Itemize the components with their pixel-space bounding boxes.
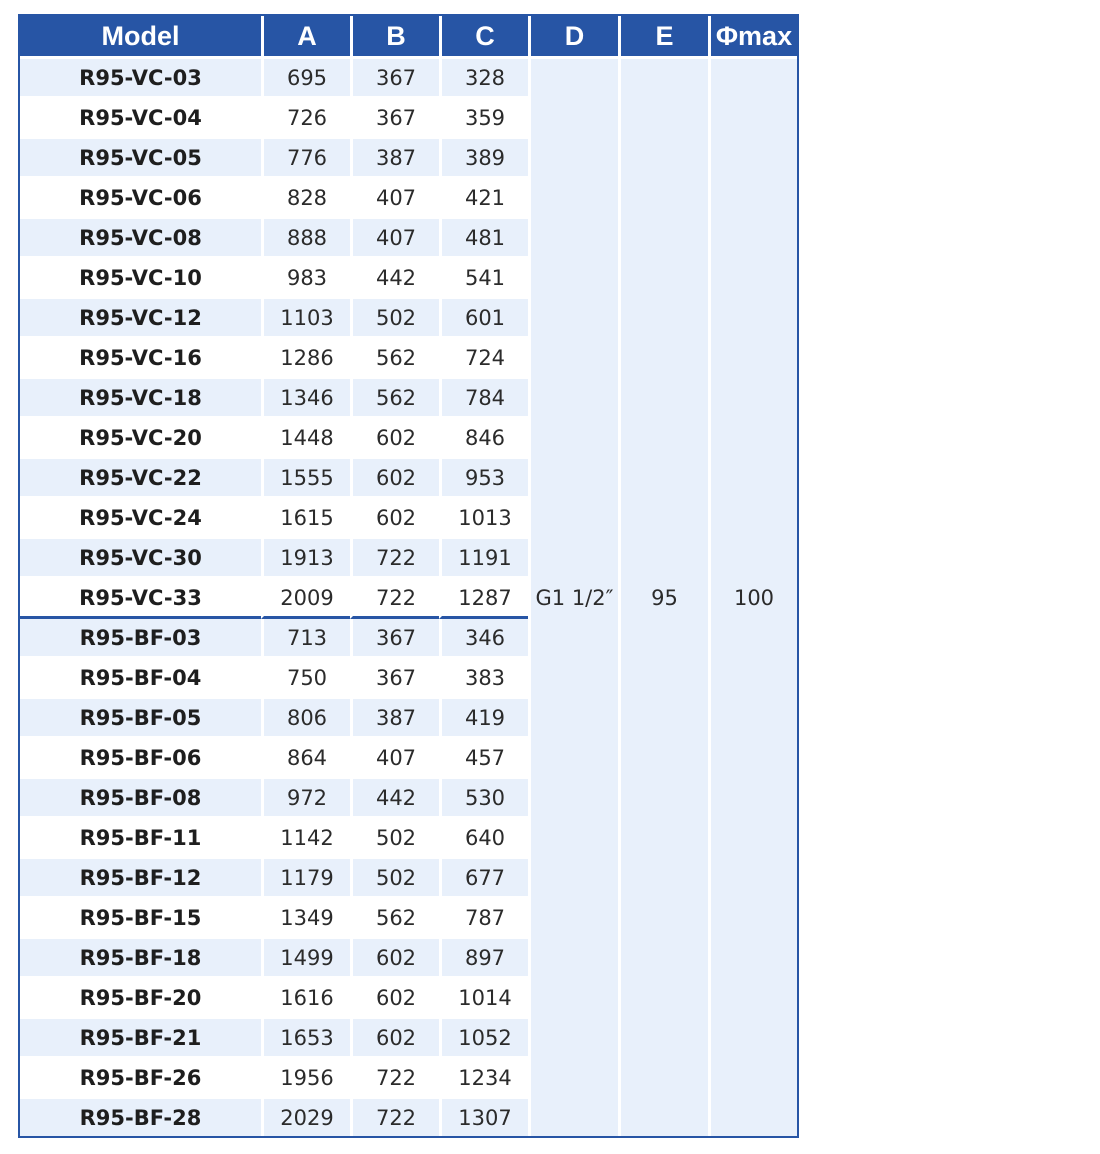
cell-b: 387	[350, 696, 439, 736]
header-d: D	[528, 16, 618, 56]
header-phimax: Φmax	[708, 16, 797, 56]
cell-b: 502	[350, 856, 439, 896]
cell-a: 2009	[261, 576, 350, 619]
cell-a: 1349	[261, 896, 350, 936]
table-row	[20, 56, 797, 96]
cell-c: 1287	[439, 576, 528, 619]
cell-a: 828	[261, 176, 350, 216]
cell-model: R95-BF-06	[20, 736, 261, 776]
cell-model: R95-BF-05	[20, 696, 261, 736]
cell-b: 407	[350, 216, 439, 256]
cell-c: 1013	[439, 496, 528, 536]
cell-a: 695	[261, 56, 350, 96]
cell-model: R95-BF-26	[20, 1056, 261, 1096]
cell-a: 713	[261, 619, 350, 656]
cell-b: 407	[350, 736, 439, 776]
cell-b: 562	[350, 336, 439, 376]
cell-model: R95-VC-33	[20, 576, 261, 619]
cell-b: 562	[350, 376, 439, 416]
cell-a: 1142	[261, 816, 350, 856]
cell-c: 601	[439, 296, 528, 336]
cell-c: 846	[439, 416, 528, 456]
cell-b: 387	[350, 136, 439, 176]
table-body	[20, 56, 797, 1136]
cell-a: 1103	[261, 296, 350, 336]
cell-c: 389	[439, 136, 528, 176]
cell-model: R95-VC-22	[20, 456, 261, 496]
cell-model: R95-VC-18	[20, 376, 261, 416]
cell-model: R95-BF-28	[20, 1096, 261, 1136]
cell-e-merged: 95	[618, 56, 708, 1136]
cell-b: 442	[350, 776, 439, 816]
header-b: B	[350, 16, 439, 56]
cell-model: R95-BF-18	[20, 936, 261, 976]
cell-a: 888	[261, 216, 350, 256]
cell-model: R95-VC-20	[20, 416, 261, 456]
cell-c: 383	[439, 656, 528, 696]
cell-model: R95-VC-16	[20, 336, 261, 376]
cell-c: 1014	[439, 976, 528, 1016]
cell-c: 1052	[439, 1016, 528, 1056]
cell-a: 726	[261, 96, 350, 136]
cell-model: R95-BF-08	[20, 776, 261, 816]
cell-a: 1555	[261, 456, 350, 496]
cell-a: 806	[261, 696, 350, 736]
cell-c: 421	[439, 176, 528, 216]
header-model: Model	[20, 16, 261, 56]
cell-c: 784	[439, 376, 528, 416]
cell-model: R95-BF-20	[20, 976, 261, 1016]
cell-c: 419	[439, 696, 528, 736]
cell-model: R95-BF-04	[20, 656, 261, 696]
cell-model: R95-BF-12	[20, 856, 261, 896]
cell-model: R95-BF-21	[20, 1016, 261, 1056]
cell-a: 972	[261, 776, 350, 816]
cell-model: R95-VC-05	[20, 136, 261, 176]
cell-b: 602	[350, 1016, 439, 1056]
cell-model: R95-VC-10	[20, 256, 261, 296]
cell-b: 367	[350, 96, 439, 136]
cell-b: 367	[350, 56, 439, 96]
cell-c: 530	[439, 776, 528, 816]
cell-c: 328	[439, 56, 528, 96]
header-e: E	[618, 16, 708, 56]
cell-b: 602	[350, 976, 439, 1016]
cell-a: 776	[261, 136, 350, 176]
cell-model: R95-VC-24	[20, 496, 261, 536]
cell-model: R95-VC-08	[20, 216, 261, 256]
cell-c: 541	[439, 256, 528, 296]
cell-b: 602	[350, 496, 439, 536]
cell-b: 562	[350, 896, 439, 936]
cell-a: 1653	[261, 1016, 350, 1056]
cell-b: 442	[350, 256, 439, 296]
cell-b: 722	[350, 536, 439, 576]
cell-a: 1499	[261, 936, 350, 976]
cell-model: R95-BF-03	[20, 619, 261, 656]
cell-b: 367	[350, 656, 439, 696]
cell-model: R95-VC-04	[20, 96, 261, 136]
spec-table	[18, 14, 799, 1138]
cell-a: 1956	[261, 1056, 350, 1096]
cell-b: 602	[350, 416, 439, 456]
cell-a: 864	[261, 736, 350, 776]
cell-c: 346	[439, 619, 528, 656]
cell-a: 2029	[261, 1096, 350, 1136]
cell-b: 502	[350, 816, 439, 856]
cell-a: 750	[261, 656, 350, 696]
cell-a: 1913	[261, 536, 350, 576]
header-a: A	[261, 16, 350, 56]
cell-c: 724	[439, 336, 528, 376]
cell-c: 640	[439, 816, 528, 856]
cell-b: 407	[350, 176, 439, 216]
cell-b: 722	[350, 1056, 439, 1096]
cell-model: R95-VC-03	[20, 56, 261, 96]
cell-a: 1346	[261, 376, 350, 416]
cell-a: 1616	[261, 976, 350, 1016]
cell-c: 1191	[439, 536, 528, 576]
cell-c: 787	[439, 896, 528, 936]
cell-b: 367	[350, 619, 439, 656]
cell-c: 359	[439, 96, 528, 136]
cell-a: 1179	[261, 856, 350, 896]
cell-model: R95-VC-30	[20, 536, 261, 576]
cell-b: 722	[350, 576, 439, 619]
cell-c: 897	[439, 936, 528, 976]
cell-a: 983	[261, 256, 350, 296]
cell-b: 602	[350, 456, 439, 496]
cell-c: 953	[439, 456, 528, 496]
cell-c: 1307	[439, 1096, 528, 1136]
cell-b: 602	[350, 936, 439, 976]
cell-a: 1448	[261, 416, 350, 456]
cell-c: 677	[439, 856, 528, 896]
cell-c: 457	[439, 736, 528, 776]
cell-d-merged: G1 1/2″	[528, 56, 618, 1136]
cell-b: 502	[350, 296, 439, 336]
header-row	[20, 16, 797, 56]
cell-model: R95-BF-15	[20, 896, 261, 936]
cell-a: 1615	[261, 496, 350, 536]
cell-model: R95-VC-12	[20, 296, 261, 336]
cell-phimax-merged: 100	[708, 56, 797, 1136]
cell-model: R95-BF-11	[20, 816, 261, 856]
cell-a: 1286	[261, 336, 350, 376]
cell-c: 1234	[439, 1056, 528, 1096]
cell-c: 481	[439, 216, 528, 256]
header-c: C	[439, 16, 528, 56]
cell-model: R95-VC-06	[20, 176, 261, 216]
cell-b: 722	[350, 1096, 439, 1136]
